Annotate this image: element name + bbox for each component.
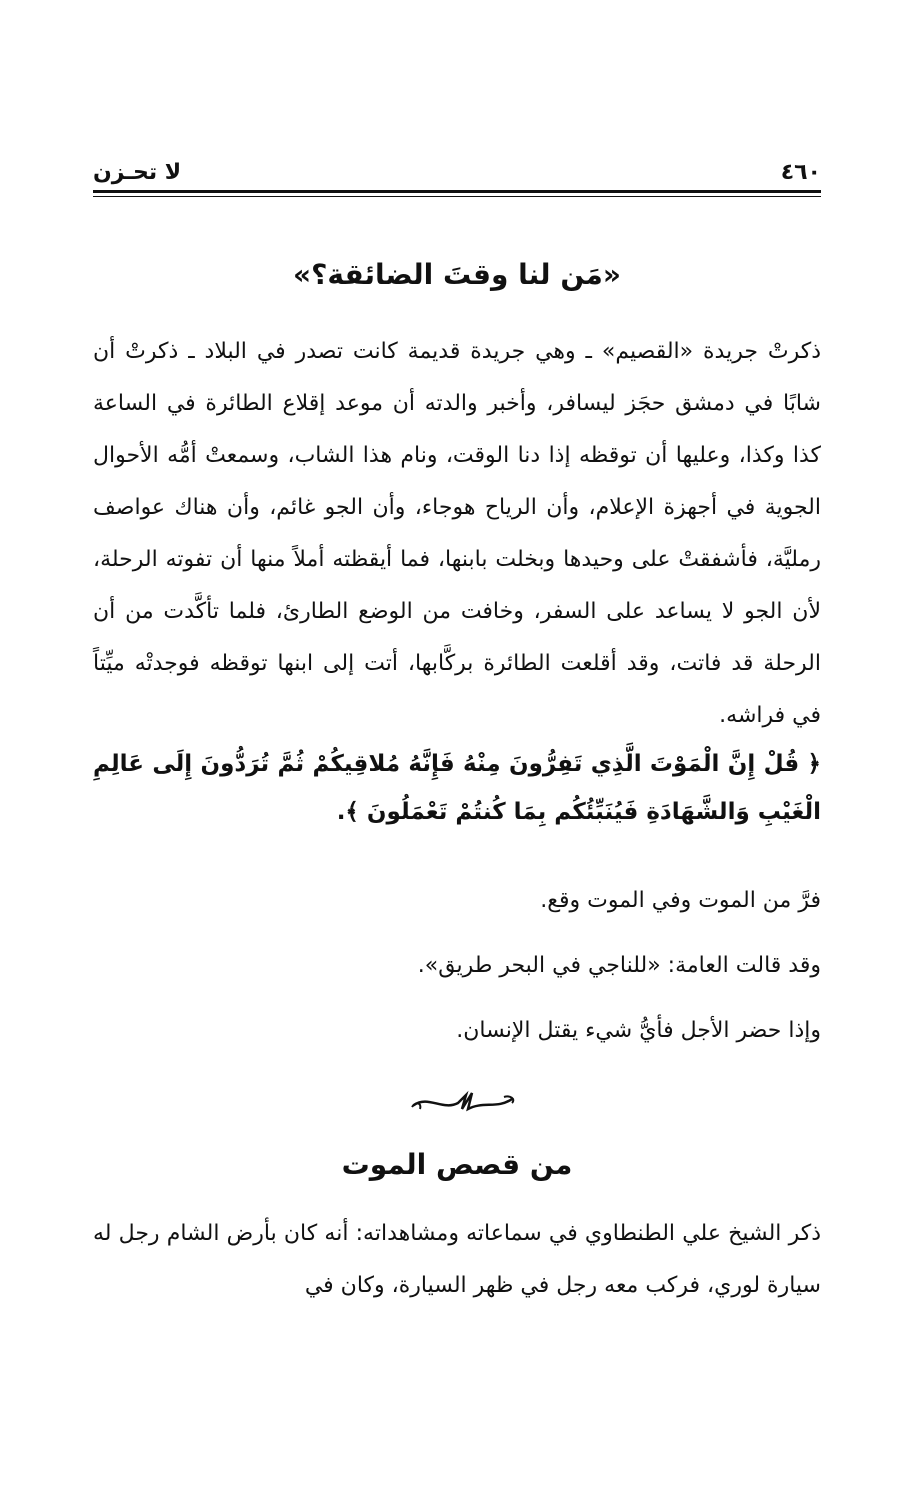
page-number: ٤٦٠ — [780, 160, 821, 185]
quran-verse: ﴿ قُلْ إِنَّ الْمَوْتَ الَّذِي تَفِرُّونَ مِنْهُ فَإِنَّهُ مُلاقِيكُمْ ثُمَّ تُرَدُّونَ إِلَى عَالِمِ الْغَيْبِ وَالشَّهَادَةِ فَيُنَبِّئُكُم بِمَا كُنتُمْ تَعْمَلُونَ ﴾. — [93, 751, 821, 825]
page-header — [93, 152, 821, 188]
section-title-2: من قصص الموت — [341, 1148, 573, 1181]
section-divider-ornament — [408, 1085, 518, 1117]
section-title-1: «مَن لنا وقتَ الضائقة؟» — [293, 258, 621, 291]
saying-line-3: وإذا حضر الأجل فأيُّ شيء يقتل الإنسان. — [456, 1018, 821, 1043]
header-rule-thick — [93, 190, 821, 193]
saying-line-1: فرَّ من الموت وفي الموت وقع. — [540, 888, 821, 913]
saying-line-2: وقد قالت العامة: «للناجي في البحر طريق». — [417, 953, 821, 978]
story-paragraph-2: ذكر الشيخ علي الطنطاوي في سماعاته ومشاهداته: أنه كان بأرض الشام رجل له سيارة لوري، فركب معه رجل في ظهر السيارة، وكان في — [93, 1221, 821, 1298]
header-rule-thin — [93, 196, 821, 197]
story-paragraph: ذكرتْ جريدة «القصيم» ـ وهي جريدة قديمة كانت تصدر في البلاد ـ ذكرتْ أن شابًا في دمشق حجَز ليسافر، وأخبر والدته أن موعد إقلاع الطائرة في الساعة كذا وكذا، وعليها أن توقظه إذا دنا الوقت، ونام هذا الشاب، وسمعتْ أمُّه الأحوال الجوية في أجهزة الإعلام، وأن الرياح هوجاء، وأن الجو غائم، وأن هناك عواصف رمليَّة، فأشفقتْ على وحيدها وبخلت بابنها، فما أيقظته أملاً منها أن تفوته الرحلة، لأن الجو لا يساعد على السفر، وخافت من الوضع الطارئ، فلما تأكَّدت من أن الرحلة قد فاتت، وقد أقلعت الطائرة بركَّابها، أتت إلى ابنها توقظه فوجدتْه ميِّتاً في فراشه. — [93, 339, 821, 728]
running-title: لا تحـزن — [93, 160, 182, 185]
